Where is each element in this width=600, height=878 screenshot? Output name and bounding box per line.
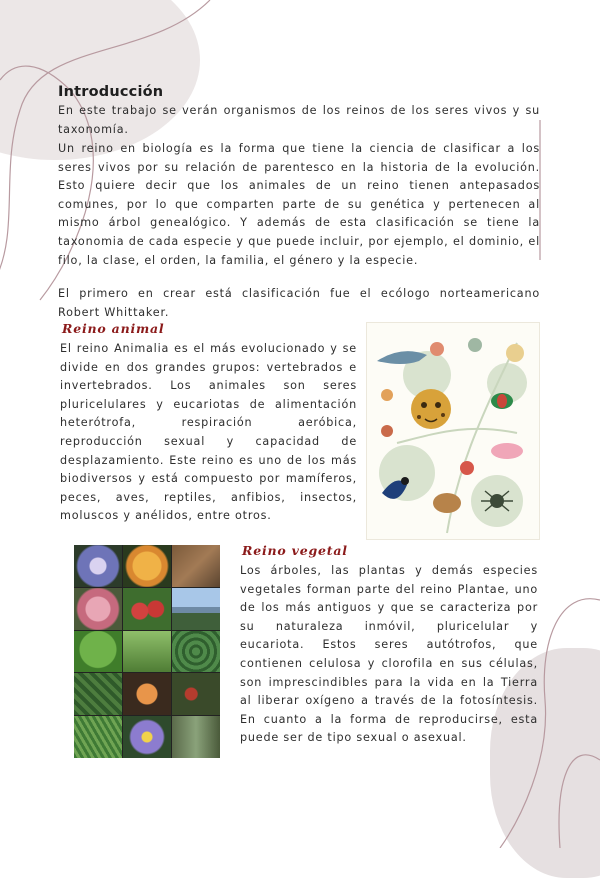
- animal-illustration: [366, 322, 540, 540]
- page-title: Introducción: [58, 84, 164, 100]
- plant-photo: [74, 588, 122, 630]
- plant-photo: [172, 545, 220, 587]
- plant-photo: [123, 588, 171, 630]
- intro-paragraph-1: En este trabajo se verán organismos de los reinos de los seres vivos y su taxonomía.: [58, 104, 540, 136]
- intro-paragraph-3: El primero en crear está clasificación fue el ecólogo norteamericano Robert Whittaker.: [58, 287, 540, 319]
- plant-photo: [123, 545, 171, 587]
- plant-photo: [74, 716, 122, 758]
- plant-photo: [172, 631, 220, 673]
- plant-kingdom-heading: Reino vegetal: [242, 543, 348, 558]
- plant-photo: [74, 631, 122, 673]
- plant-kingdom-paragraph: Los árboles, las plantas y demás especies vegetales forman parte del reino Plantae, uno de los más antiguos y que se caracteriza por su naturaleza inmóvil, pluricelular y eucariota. Estos seres autótrofos, que contienen celulosa y clorofila en sus células, son imprescindibles para la vida en la Tierra al liberar oxígeno a través de la fotosíntesis. En cuanto a la forma de reproducirse, esta puede ser de tipo sexual o asexual.: [240, 564, 538, 745]
- animal-kingdom-heading: Reino animal: [62, 321, 165, 336]
- plant-photo: [172, 673, 220, 715]
- animal-kingdom-paragraph: El reino Animalia es el más evolucionado y se divide en dos grandes grupos: vertebrados e invertebrados. Los animales son seres pluricelulares y eucariotas de alimentación heterótrofa, respiración aeróbica, reproducción sexual y capacidad de desplazamiento. Este reino es uno de los más biodiversos y está compuesto por mamíferos, peces, aves, reptiles, anfibios, insectos, moluscos y anélidos, entre otros.: [60, 342, 357, 523]
- plant-photo-collage: [74, 545, 220, 758]
- plant-photo: [172, 588, 220, 630]
- intro-paragraph-2: Un reino en biología es la forma que tiene la ciencia de clasificar a los seres vivos por su relación de parentesco en la historia de la evolución. Esto quiere decir que los animales de un reino tienen antepasados comunes, por lo que comparten parte de su genética y pertenecen al mismo árbol genealógico. Y además de esta clasificación se tiene la taxonomia de cada especie y que puede incluir, por ejemplo, el dominio, el filo, la clase, el orden, la familia, el género y la especie.: [58, 142, 540, 267]
- plant-photo: [123, 631, 171, 673]
- plant-photo: [172, 716, 220, 758]
- plant-photo: [123, 673, 171, 715]
- plant-photo: [123, 716, 171, 758]
- plant-photo: [74, 673, 122, 715]
- plant-photo: [74, 545, 122, 587]
